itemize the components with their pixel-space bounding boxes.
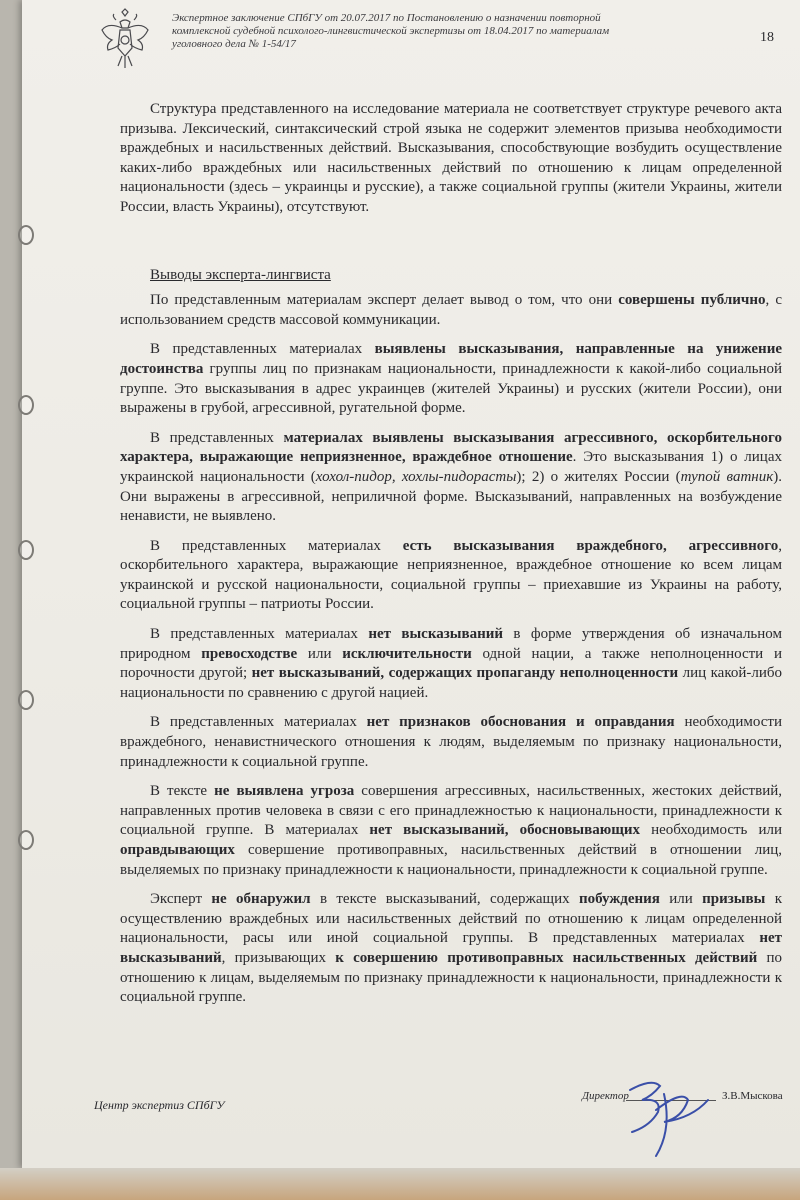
paragraph: В представленных материалах есть высказывания враждебного, агрессивного, оскорбительного характера, выражающие неприязненное, враждебное отношение ко всем лицам украинской и русской национальности, социальной группы – приехавшие из Украины на работу, социальной группы – патриоты России. [120,537,782,613]
paragraph: В представленных материалах нет признаков обоснования и оправдания необходимости враждебного, ненавистнического отношения к людям, выделяемым по признаку национальности, принадлежности к социальной группе. [120,714,783,770]
document-header [172,12,692,51]
binder-ring [18,395,34,415]
paragraph: В тексте не выявлена угроза совершения агрессивных, насильственных, жестоких действий, направленных против человека в связи с его принадлежностью к национальности, принадлежности к социальной группе. В материалах нет высказываний, обосновывающих необходимость или оправдывающих совершение противоправных, насильственных действий в отношении лиц, выделяемых по признаку принадлежности к национальности, принадлежности к социальной группе. [120,783,782,878]
header-line: Экспертное заключение СПбГУ от 20.07.2017 по Постановлению о назначении повторной [172,12,601,24]
binder-ring [18,225,34,245]
binder-ring [18,540,34,560]
intro-paragraph: Структура представленного на исследование материала не соответствует структуре речевого акта призыва. Лексический, синтаксический строй языка не содержит элементов призыва необходимости враждебных и насильственных действий. Высказывания, способствующие возбудить осуществление каких-либо враждебных или насильственных действий по отношению к лицам определенной национальности (здесь – украинцы и русские), а также социальной группы (жители Украины, жители России, власть Украины), отсутствуют. [120,101,782,215]
page-number: 18 [760,30,774,45]
binder-ring [18,690,34,710]
director-name: З.В.Мыскова [722,1090,783,1102]
document-page [22,0,800,1168]
paragraph: В представленных материалах выявлены высказывания агрессивного, оскорбительного характера, выражающие неприязненное, враждебное отношение. Это высказывания 1) о лицах украинской национальности (хохол-пидор, хохлы-пидорасты); 2) о жителях России (тупой ватник). Они выражены в агрессивной, неприличной форме. Высказываний, направленных на возбуждение ненависти, не выявлено. [120,429,782,525]
header-line: комплексной судебной психолого-лингвистической экспертизы от 18.04.2017 по материалам [172,25,610,37]
director-label: Директор [582,1090,629,1102]
header-line: уголовного дела № 1-54/17 [172,38,296,50]
document-body [120,100,782,1018]
handwritten-signature [612,1070,732,1160]
table-surface [0,1168,800,1200]
paragraph: В представленных материалах нет высказываний в форме утверждения об изначальном природном превосходстве или исключительности одной нации, а также неполноценности и порочности другой; нет высказываний, содержащих пропаганду неполноценности лиц какой-либо национальности по сравнению с другой нацией. [120,626,783,701]
paragraph: По представленным материалам эксперт делает вывод о том, что они совершены публично, с использованием средств массовой коммуникации. [120,292,782,328]
double-headed-eagle-emblem-icon [98,8,152,72]
paragraph: В представленных материалах выявлены высказывания, направленные на унижение достоинства группы лиц по признакам национальности, принадлежности к какой-либо социальной группе. Это высказывания в адрес украинцев (жителей Украины) и русских (жители России), они выражены в грубой, агрессивной, ругательной форме. [120,341,782,417]
organization-footer: Центр экспертиз СПбГУ [94,1098,225,1112]
paragraph: Эксперт не обнаружил в тексте высказываний, содержащих побуждения или призывы к осуществлению враждебных или насильственных действий по отношению к лицам определенной национальности, расы или иной социальной группы. В представленных материалах нет высказываний, призывающих к совершению противоправных насильственных действий по отношению к лицам, выделяемым по признаку принадлежности к национальности, принадлежности к социальной группе. [120,891,783,1006]
binder-ring [18,830,34,850]
section-heading: Выводы эксперта-лингвиста [150,266,331,283]
